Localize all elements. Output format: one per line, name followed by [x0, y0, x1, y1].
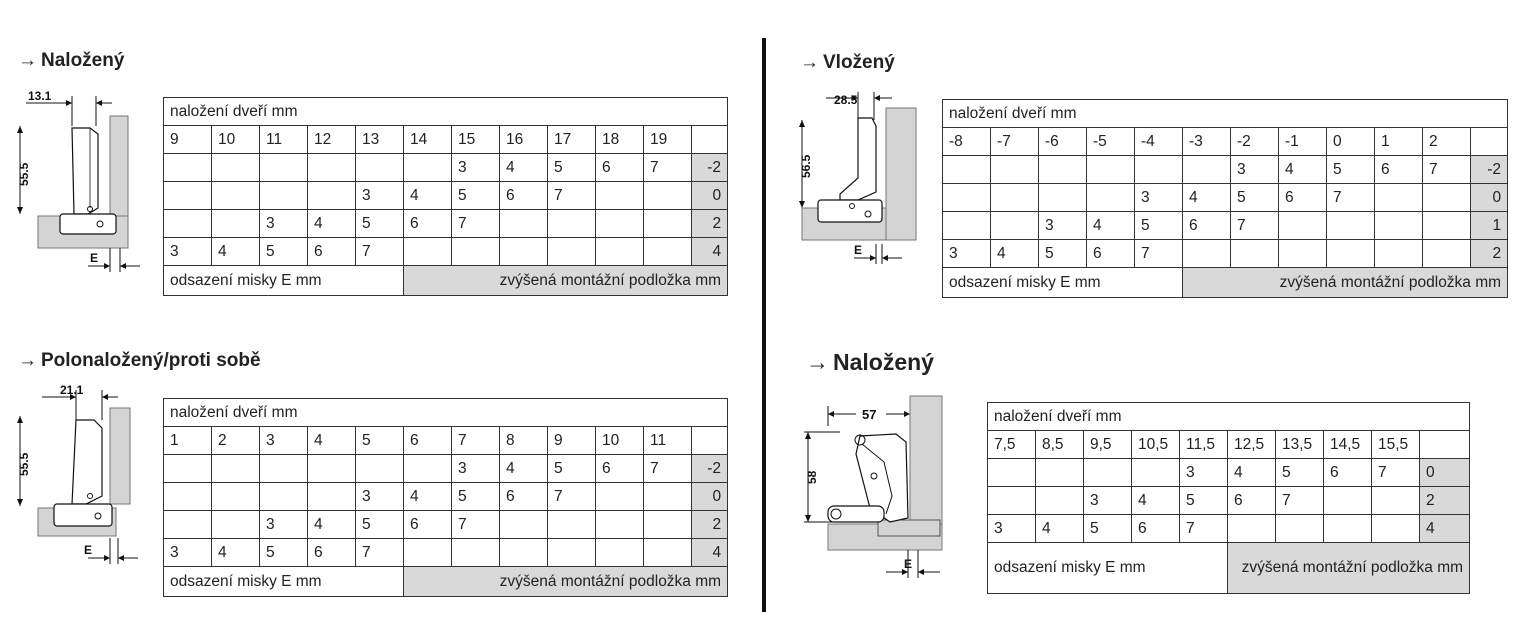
cell	[1423, 240, 1471, 268]
spacer-cell: 0	[1420, 459, 1470, 487]
cell: 5	[356, 210, 404, 238]
cell	[988, 487, 1036, 515]
table-column-row	[164, 126, 728, 154]
cell: 4	[500, 154, 548, 182]
cell: 6	[596, 455, 644, 483]
cell	[308, 455, 356, 483]
col-header: 15	[452, 126, 500, 154]
cell	[212, 154, 260, 182]
cell: 4	[1132, 487, 1180, 515]
col-header: 17	[548, 126, 596, 154]
table-row	[164, 210, 728, 238]
cell	[404, 238, 452, 266]
cell: 7	[1231, 212, 1279, 240]
col-header-empty	[1471, 128, 1508, 156]
cell	[452, 539, 500, 567]
cell: 5	[1135, 212, 1183, 240]
cell: 4	[991, 240, 1039, 268]
side-dimension-label: 58	[805, 470, 819, 484]
cell	[1375, 240, 1423, 268]
cell: 5	[452, 182, 500, 210]
cell	[452, 238, 500, 266]
col-header: 18	[596, 126, 644, 154]
cell	[404, 539, 452, 567]
cell: 5	[1084, 515, 1132, 543]
spacer-cell: 4	[692, 238, 728, 266]
cell	[260, 455, 308, 483]
table-column-row	[943, 128, 1508, 156]
col-header: 13,5	[1276, 431, 1324, 459]
spacer-cell: 2	[692, 511, 728, 539]
cell	[644, 238, 692, 266]
table-column-row	[164, 427, 728, 455]
cell	[500, 238, 548, 266]
cell	[1423, 212, 1471, 240]
cell	[212, 210, 260, 238]
cell	[164, 210, 212, 238]
cell	[548, 539, 596, 567]
cell: 3	[1039, 212, 1087, 240]
cell	[1087, 156, 1135, 184]
cell	[164, 455, 212, 483]
cell: 7	[644, 154, 692, 182]
footer-right: zvýšená montážní podložka mm	[404, 266, 728, 296]
arrow-right-icon: →	[18, 350, 37, 371]
cell	[1327, 212, 1375, 240]
cell: 6	[1087, 240, 1135, 268]
cell	[500, 539, 548, 567]
cell: 4	[212, 238, 260, 266]
cell	[1276, 515, 1324, 543]
col-header: -4	[1135, 128, 1183, 156]
table-row	[164, 238, 728, 266]
half-overlay-hinge-diagram	[14, 384, 149, 574]
col-header: 11	[644, 427, 692, 455]
cell	[1087, 184, 1135, 212]
col-header: 14,5	[1324, 431, 1372, 459]
table-row	[164, 455, 728, 483]
table-column-row	[988, 431, 1470, 459]
col-header: 9	[164, 126, 212, 154]
section-title-overlay	[18, 50, 124, 72]
e-label: E	[854, 243, 863, 257]
cell	[1324, 487, 1372, 515]
cell: 5	[548, 455, 596, 483]
spacer-cell: 0	[692, 182, 728, 210]
cell: 5	[1327, 156, 1375, 184]
table-row	[943, 240, 1508, 268]
cell	[943, 156, 991, 184]
col-header: -5	[1087, 128, 1135, 156]
cell	[1135, 156, 1183, 184]
table-header-label: naložení dveří mm	[943, 100, 1508, 128]
cell: 3	[452, 455, 500, 483]
col-header: 10	[212, 126, 260, 154]
cell: 6	[308, 539, 356, 567]
cell	[404, 154, 452, 182]
cell	[644, 483, 692, 511]
col-header: -7	[991, 128, 1039, 156]
footer-left: odsazení misky E mm	[164, 567, 404, 597]
cell: 3	[1231, 156, 1279, 184]
cell: 6	[500, 182, 548, 210]
cell	[596, 511, 644, 539]
inset-table	[942, 99, 1508, 298]
col-header: 9	[548, 427, 596, 455]
footer-left: odsazení misky E mm	[943, 268, 1183, 298]
cell: 3	[1180, 459, 1228, 487]
cell: 5	[1180, 487, 1228, 515]
table-row	[988, 459, 1470, 487]
cell	[1375, 184, 1423, 212]
cell: 5	[548, 154, 596, 182]
table-row	[988, 515, 1470, 543]
table-footer-row	[164, 567, 728, 597]
col-header: 13	[356, 126, 404, 154]
table-row	[164, 511, 728, 539]
table-header-label: naložení dveří mm	[164, 98, 728, 126]
cell: 6	[1324, 459, 1372, 487]
spacer-cell: 1	[1471, 212, 1508, 240]
table-row	[164, 483, 728, 511]
cell: 7	[644, 455, 692, 483]
cell	[212, 182, 260, 210]
cell	[1375, 212, 1423, 240]
cell: 5	[260, 238, 308, 266]
cell: 3	[452, 154, 500, 182]
cell: 7	[1327, 184, 1375, 212]
cell: 7	[1180, 515, 1228, 543]
cell	[644, 511, 692, 539]
footer-right: zvýšená montážní podložka mm	[1183, 268, 1508, 298]
overlay-table	[163, 97, 728, 296]
cell	[1036, 487, 1084, 515]
col-header: 12,5	[1228, 431, 1276, 459]
top-dimension-label: 21.1	[60, 383, 84, 397]
side-dimension-label: 55.5	[17, 162, 31, 186]
cell: 3	[988, 515, 1036, 543]
footer-left: odsazení misky E mm	[164, 266, 404, 296]
section-title-inset	[800, 52, 895, 74]
col-header: 15,5	[1372, 431, 1420, 459]
cell: 4	[1183, 184, 1231, 212]
cell	[308, 182, 356, 210]
cell: 3	[260, 511, 308, 539]
cell	[1279, 240, 1327, 268]
cell	[212, 455, 260, 483]
cell	[988, 459, 1036, 487]
cell: 4	[404, 182, 452, 210]
cell	[548, 511, 596, 539]
table-header-label: naložení dveří mm	[988, 403, 1470, 431]
cell: 3	[943, 240, 991, 268]
cell: 4	[308, 511, 356, 539]
table-row	[943, 184, 1508, 212]
cell	[356, 455, 404, 483]
section-title-text: Vložený	[823, 52, 895, 73]
cell	[308, 483, 356, 511]
cell	[548, 238, 596, 266]
spacer-cell: 0	[1471, 184, 1508, 212]
col-header-empty	[1420, 431, 1470, 459]
col-header: -1	[1279, 128, 1327, 156]
cell	[260, 154, 308, 182]
col-header: 2	[212, 427, 260, 455]
cell: 6	[404, 210, 452, 238]
table-footer-row	[988, 543, 1470, 594]
col-header: 11,5	[1180, 431, 1228, 459]
col-header: 10,5	[1132, 431, 1180, 459]
half-overlay-table	[163, 398, 728, 597]
cell: 3	[1135, 184, 1183, 212]
cell: 7	[452, 511, 500, 539]
col-header: -6	[1039, 128, 1087, 156]
cell: 6	[1183, 212, 1231, 240]
cell: 5	[260, 539, 308, 567]
top-dimension-label: 57	[862, 407, 877, 422]
cell	[644, 539, 692, 567]
table-row	[164, 154, 728, 182]
arrow-right-icon: →	[806, 349, 829, 375]
cell	[260, 483, 308, 511]
side-dimension-label: 55.5	[17, 452, 31, 476]
cell: 4	[404, 483, 452, 511]
cell: 4	[1228, 459, 1276, 487]
col-header: 12	[308, 126, 356, 154]
col-header: -3	[1183, 128, 1231, 156]
cell: 3	[356, 483, 404, 511]
cell	[991, 156, 1039, 184]
cell	[1228, 515, 1276, 543]
cell	[596, 210, 644, 238]
section-title-text: Polonaložený/proti sobě	[41, 350, 261, 371]
cell	[1132, 459, 1180, 487]
cell: 6	[404, 511, 452, 539]
col-header: 3	[260, 427, 308, 455]
cell: 4	[1279, 156, 1327, 184]
inset-hinge-diagram	[796, 86, 931, 266]
overlay-hinge-diagram	[14, 86, 149, 276]
cell	[1183, 156, 1231, 184]
cell: 3	[164, 539, 212, 567]
e-label: E	[84, 543, 93, 557]
cell	[596, 539, 644, 567]
col-header: 10	[596, 427, 644, 455]
cell: 6	[1279, 184, 1327, 212]
cell	[500, 210, 548, 238]
cell	[644, 182, 692, 210]
cell: 5	[452, 483, 500, 511]
cell	[991, 184, 1039, 212]
cell: 6	[1132, 515, 1180, 543]
cell: 3	[164, 238, 212, 266]
cell: 5	[1231, 184, 1279, 212]
top-dimension-label: 13.1	[28, 89, 52, 103]
cell: 7	[1276, 487, 1324, 515]
wide-angle-hinge-diagram	[800, 396, 965, 580]
cell: 4	[500, 455, 548, 483]
spacer-cell: -2	[1471, 156, 1508, 184]
cell: 5	[1039, 240, 1087, 268]
cell: 6	[1228, 487, 1276, 515]
cell	[1183, 240, 1231, 268]
cell	[356, 154, 404, 182]
table-row	[943, 156, 1508, 184]
col-header: 14	[404, 126, 452, 154]
col-header: 16	[500, 126, 548, 154]
footer-right: zvýšená montážní podložka mm	[404, 567, 728, 597]
col-header-empty	[692, 427, 728, 455]
cell	[164, 511, 212, 539]
cell: 3	[356, 182, 404, 210]
cell	[943, 212, 991, 240]
spacer-cell: 4	[1420, 515, 1470, 543]
cell	[1039, 156, 1087, 184]
col-header: 8,5	[1036, 431, 1084, 459]
section-title-half-overlay	[18, 350, 261, 372]
section-title-text: Naložený	[833, 349, 934, 375]
col-header-empty	[692, 126, 728, 154]
table-row	[164, 539, 728, 567]
cell: 4	[1036, 515, 1084, 543]
cell: 7	[1135, 240, 1183, 268]
col-header: 1	[164, 427, 212, 455]
cell	[1039, 184, 1087, 212]
cell: 3	[1084, 487, 1132, 515]
cell	[991, 212, 1039, 240]
col-header: 9,5	[1084, 431, 1132, 459]
table-footer-row	[943, 268, 1508, 298]
section-title-text: Naložený	[41, 50, 125, 71]
cell	[1231, 240, 1279, 268]
cell: 4	[212, 539, 260, 567]
spacer-cell: 2	[1420, 487, 1470, 515]
table-footer-row	[164, 266, 728, 296]
col-header: 4	[308, 427, 356, 455]
table-row	[164, 182, 728, 210]
cell: 5	[356, 511, 404, 539]
cell	[1324, 515, 1372, 543]
spacer-cell: -2	[692, 455, 728, 483]
cell: 7	[452, 210, 500, 238]
cell	[1036, 459, 1084, 487]
col-header: 0	[1327, 128, 1375, 156]
table-row	[988, 487, 1470, 515]
cell	[548, 210, 596, 238]
cell	[164, 483, 212, 511]
col-header: 2	[1423, 128, 1471, 156]
cell	[596, 182, 644, 210]
cell	[500, 511, 548, 539]
col-header: 1	[1375, 128, 1423, 156]
cell: 7	[548, 483, 596, 511]
col-header: 19	[644, 126, 692, 154]
col-header: -2	[1231, 128, 1279, 156]
cell	[1423, 184, 1471, 212]
arrow-right-icon: →	[800, 52, 819, 73]
cell: 7	[356, 238, 404, 266]
cell	[644, 210, 692, 238]
e-label: E	[904, 557, 913, 571]
cell: 3	[260, 210, 308, 238]
cell	[260, 182, 308, 210]
cell	[596, 483, 644, 511]
col-header: -8	[943, 128, 991, 156]
cell	[943, 184, 991, 212]
cell: 7	[1372, 459, 1420, 487]
cell	[212, 511, 260, 539]
cell: 6	[1375, 156, 1423, 184]
wide-angle-overlay-table	[987, 402, 1470, 594]
cell	[1279, 212, 1327, 240]
cell	[1372, 515, 1420, 543]
cell	[212, 483, 260, 511]
cell	[308, 154, 356, 182]
cell	[596, 238, 644, 266]
column-divider	[762, 38, 766, 612]
spacer-cell: 2	[1471, 240, 1508, 268]
table-row	[943, 212, 1508, 240]
cell: 6	[596, 154, 644, 182]
section-title-overlay-wide	[806, 349, 934, 376]
col-header: 5	[356, 427, 404, 455]
cell	[164, 182, 212, 210]
cell: 7	[1423, 156, 1471, 184]
cell	[1372, 487, 1420, 515]
cell: 6	[308, 238, 356, 266]
cell: 6	[500, 483, 548, 511]
footer-right: zvýšená montážní podložka mm	[1228, 543, 1470, 594]
cell	[1084, 459, 1132, 487]
col-header: 7,5	[988, 431, 1036, 459]
arrow-right-icon: →	[18, 50, 37, 71]
top-dimension-label: 28.5	[834, 93, 858, 107]
e-label: E	[90, 251, 99, 265]
spacer-cell: 0	[692, 483, 728, 511]
cell: 5	[1276, 459, 1324, 487]
table-header-label: naložení dveří mm	[164, 399, 728, 427]
cell	[1327, 240, 1375, 268]
spacer-cell: 2	[692, 210, 728, 238]
side-dimension-label: 56.5	[799, 154, 813, 178]
cell: 4	[308, 210, 356, 238]
col-header: 6	[404, 427, 452, 455]
cell: 7	[356, 539, 404, 567]
spacer-cell: 4	[692, 539, 728, 567]
cell: 7	[548, 182, 596, 210]
col-header: 7	[452, 427, 500, 455]
footer-left: odsazení misky E mm	[988, 543, 1228, 594]
col-header: 8	[500, 427, 548, 455]
cell: 4	[1087, 212, 1135, 240]
col-header: 11	[260, 126, 308, 154]
cell	[404, 455, 452, 483]
spacer-cell: -2	[692, 154, 728, 182]
cell	[164, 154, 212, 182]
